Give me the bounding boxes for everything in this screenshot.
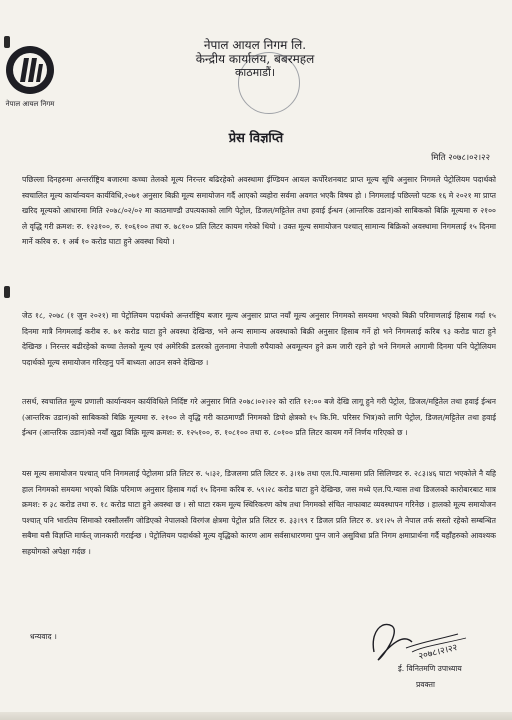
page-bottom-edge [0, 712, 512, 720]
letterhead [130, 38, 380, 80]
logo-text: नेपाल आयल निगम [5, 100, 55, 108]
handwritten-signature [362, 612, 492, 672]
signatory-name: ई. विनितमणि उपाध्याय [398, 664, 462, 673]
office-name: केन्द्रीय कार्यालय, बबरमहल [195, 52, 315, 66]
closing-text: धन्यवाद । [30, 632, 57, 641]
paragraph-3: तसर्थ, स्वचालित मूल्य प्रणाली कार्यान्वयन कार्यविधिले निर्दिष्ट गरे अनुसार मिति २०७८।०२।२२ को राति १२:०० बजे देखि लागू हुने गरी पेट्रोल, डिजल/मट्टितेल तथा हवाई ईन्धन (आन्तरिक उडान)को साबिकको बिक्रि मूल्यमा रु. २१०० ले वृद्धि गरी काठमाण्डौं निगमको डिपो क्षेत्रको १५ कि.मि. परिसर भित्र)को लागि पेट्रोल, डिजल/मट्टितेल तथा हवाई ईन्धन (आन्तरिक उडान)को नयाँ खुद्रा बिक्रि मूल्य क्रमश: रु. १२५१००, रु. १०८१०० तथा रु. ८०१०० प्रति लिटर कायम गर्ने निर्णय गरिएको छ । [22, 397, 496, 437]
paragraph-4: यस मूल्य समायोजन पश्चात् पनि निगमलाई पेट्रोलमा प्रति लिटर रु. ५।३२, डिजलमा प्रति लिटर रु. ३।१७ तथा एल.पि.ग्यासमा प्रति सिलिण्डर रु. २८३।४६ घाटा भएकोले नै यहि हाल निगमको समयमा भएको बिक्रि परिमाण अनुसार हिसाब गर्दा १५ दिनमा करिब रु. ५९।२८ करोड घाटा हुने देखिन्छ, जस मध्ये एल.पि.ग्यास तथा डिजलको कारोबारबाट मात्र क्रमश: रु ३८ करोड तथा रु. १८ करोड घाटा हुने अवस्था छ । सो घाटा रकम मूल्य स्थिरिकरण कोष तथा निगमको संचित नाफाबाट व्यवस्थापन गरिनेछ । हालको मूल्य समायोजन पश्चात् पनि भारतिय सिमाको रक्सौलसँग जोडिएको नेपालको विरगंज क्षेत्रमा पेट्रोल प्रति लिटर रु. ३३।९९ र डिजल प्रति लिटर रु. ४१।२५ ले नेपाल तर्फ सस्तो रहेको सम्बन्धित सबैमा यसै विज्ञप्ति मार्फत् जानकारी गराईन्छ । पेट्रोलियम पदार्थको मूल्य वृद्धिको कारण आम सर्वसाधारणमा पुग्न जाने असुविधा प्रति निगम क्षमाप्रार्थना गर्दै यहाँहरुको आवश्यक सहयोगको अपेक्षा गर्दछ । [22, 469, 496, 556]
paragraph-1: पछिल्ला दिनहरुमा अन्तर्राष्ट्रिय बजारमा कच्चा तेलको मूल्य निरन्तर बढिरहेको अवस्थामा ईण्डियन आयल कर्पोरेशनबाट प्राप्त मूल्य सूचि अनुसार निगमले पेट्रोलियम पदार्थको स्वचालित मूल्य कार्यान्वयन कार्यविधि,२०७१ अनुसार बिक्री मूल्य समायोजन गर्दै आएको व्यहोरा सर्वमा अवगत भएकै विषय हो । निगमलाई पछिल्लो पटक १६ मे २०२१ मा प्राप्त खरिद मूल्यको आधारमा मिति २०७८/०२/०२ मा काठमाण्डौ उपत्यकाको लागि पेट्रोल, डिजल/मट्टितेल तथा हवाई ईन्धन (आन्तरिक उडान)को साबिकको बिक्रि मूल्यमा रु २१०० ले वृद्धि गरी क्रमश: रु. १२३१००, रु. १०६१०० तथा रु. ७८१०० प्रति लिटर कायम गरेको थियो । उक्त मूल्य समायोजन पश्चात् सामान्य बिक्रिको अवस्थामा निगमलाई १५ दिनमा मार्ने करिब रु. १ अर्ब १० करोड घाटा हुने अवस्था थियो । [22, 175, 496, 246]
noc-logo-icon [2, 40, 58, 104]
punch-hole [4, 286, 10, 298]
signature-date: २०७८।२।२२ [417, 642, 459, 663]
office-city: काठमाडौं। [234, 66, 276, 79]
document-title: प्रेस विज्ञप्ति [228, 131, 284, 146]
paragraph-2: जेठ १८, २०७८ (१ जुन २०२१) मा पेट्रोलियम पदार्थको अन्तर्राष्ट्रिय बजार मूल्य अनुसार प्राप्त नयाँ मूल्य अनुसार निगमको समयमा भएको बिक्री परिमाणलाई हिसाब गर्दा १५ दिनमा मात्रै निगमलाई करीब रु. ७१ करोड घाटा हुने अवस्था देखिन्छ, भने अन्य सामान्य अवस्थाको बिक्री अनुसार हिसाब गर्ने हो भने निगमलाई करिब ९३ करोड घाटा हुने देखिन्छ । निरन्तर बढीरहेको कच्चा तेलको मूल्य एवं अमेरिकी डलरको तुलनामा नेपाली रुपैयाको अवमूल्यन हुने क्रम जारी रहने हो भने निगमले आगामी दिनमा पनि पेट्रोलियम पदार्थको मूल्य समायोजन गरिरहनु पर्ने बाध्यता आउन सक्ने देखिन्छ । [22, 311, 496, 367]
org-name: नेपाल आयल निगम लि. [203, 38, 307, 52]
document-date: मिति २०७८।०२।२२ [431, 153, 490, 163]
signatory-role: प्रवक्ता [416, 680, 435, 689]
